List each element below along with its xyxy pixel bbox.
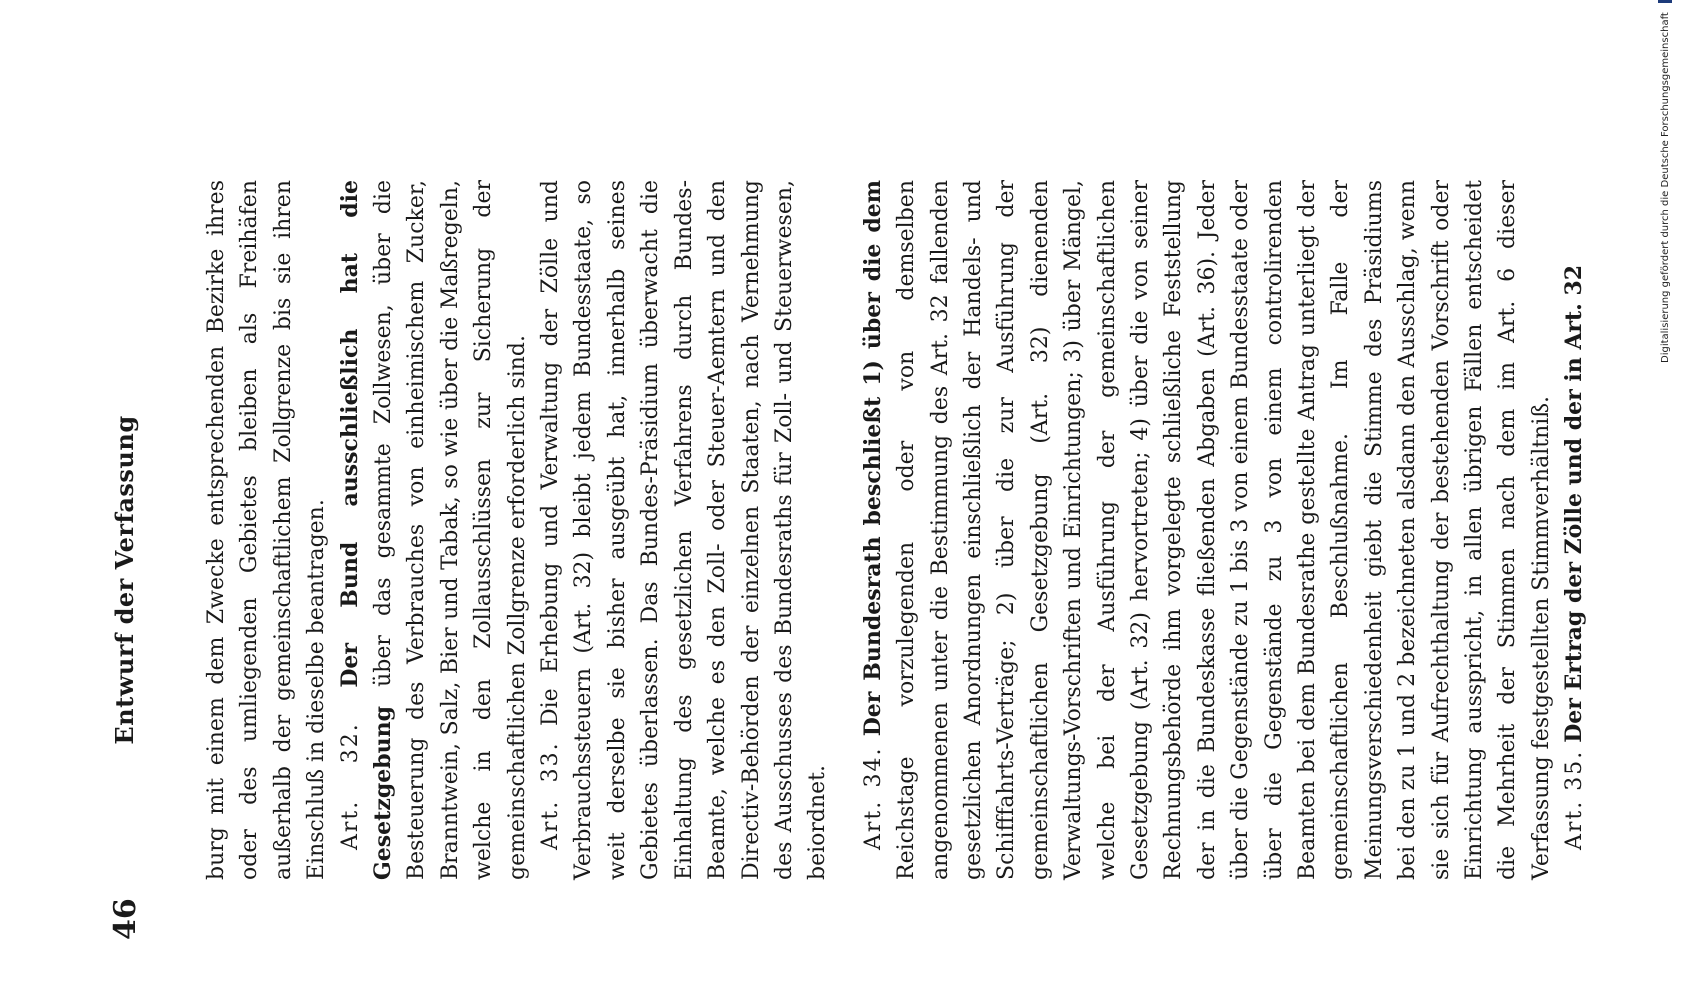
- body-text: [200, 180, 1592, 880]
- article-35: [1558, 180, 1591, 880]
- article-lead: Der Ertrag der Zölle und der in Art. 32: [1561, 264, 1588, 743]
- article-text: Reichstage vorzulegenden oder von demselben angenommenen unter die Bestimmung des Art. 32 fallenden gesetzlichen Anordnungen einschließlich der Handels- und Schifffahrts-Verträge; 2) über die zur Ausführung der gemeinschaftlichen Gesetzgebung (Art. 32) dienenden Verwaltungs-Vorschriften und Einrichtungen; 3) über Mängel, welche bei der Ausführung der gemeinschaftlichen Gesetzgebung (Art. 32) hervortreten; 4) über die von seiner Rechnungsbehörde ihm vorgelegte schließliche Feststellung der in die Bundeskasse fließenden Abgaben (Art. 36). Jeder über die Gegenstände zu 1 bis 3 von einem Bundesstaate oder über die Gegenstände zu 3 von einem controlirenden Beamten bei dem Bundesrathe gestellte Antrag unterliegt der gemeinschaftlichen Beschlußnahme. Im Falle der Meinungsverschiedenheit giebt die Stimme des Präsidiums bei den zu 1 und 2 bezeichneten alsdann den Ausschlag, wenn sie sich für Aufrechthaltung der bestehenden Vorschrift oder Einrichtung ausspricht, in allen übrigen Fällen entscheidet die Mehrheit der Stimmen nach dem im Art. 6 dieser Verfassung festgestellten Stimmverhältniß.: [894, 180, 1554, 880]
- paragraph-text: burg mit einem dem Zwecke entsprechenden Bezirke ihres oder des umliegenden Gebietes bleiben als Freihäfen außerhalb der gemeinschaftlichem Zollgrenze bis sie ihren Einschluß in dieselbe beantragen.: [204, 180, 330, 880]
- credit-text: Digitalisierung gefördert durch die Deutsche Forschungsgemeinschaft: [1660, 12, 1671, 363]
- running-title: Entwurf der Verfassung: [110, 415, 139, 745]
- article-lead: Der Bundesrath beschließt 1) über die dem: [859, 180, 886, 737]
- running-head: [108, 220, 148, 940]
- book-page: [80, 180, 1588, 960]
- article-label: Art. 32.: [337, 722, 363, 850]
- article-lead: Der Bund ausschließlich hat die Gesetzgebung: [336, 180, 397, 880]
- article-32: [334, 180, 534, 880]
- article-text: über das gesammte Zollwesen, über die Besteuerung des Verbrauches von einheimischem Zucker, Branntwein, Salz, Bier und Tabak, so wie über die Maßregeln, welche in den Zollausschlüssen zur Sicherung der gemeinschaftlichen Zollgrenze erforderlich sind.: [371, 180, 530, 880]
- article-label: Art. 34.: [860, 746, 886, 850]
- paragraph-continuation: [200, 180, 334, 880]
- article-33: [534, 180, 835, 880]
- article-label: Art. 35.: [1562, 749, 1588, 850]
- article-34: [857, 180, 1559, 880]
- article-text: Die Erhebung und Verwaltung der Zölle und Verbrauchssteuern (Art. 32) bleibt jedem Bundesstaate, so weit derselbe sie bisher ausgeübt hat, innerhalb seines Gebietes überlassen. Das Bundes-Präsidium überwacht die Einhaltung des gesetzlichen Verfahrens durch Bundes-Beamte, welche es den Zoll- oder Steuer-Aemtern und den Directiv-Behörden der einzelnen Staaten, nach Vernehmung des Ausschusses des Bundesraths für Zoll- und Steuerwesen, beiordnet.: [538, 180, 831, 880]
- digitization-credit: [1655, 12, 1677, 978]
- article-label: Art. 33.: [538, 741, 564, 850]
- dfg-logo: [1658, 0, 1672, 3]
- credit-line: [1655, 0, 1677, 363]
- page-number: 46: [108, 898, 143, 940]
